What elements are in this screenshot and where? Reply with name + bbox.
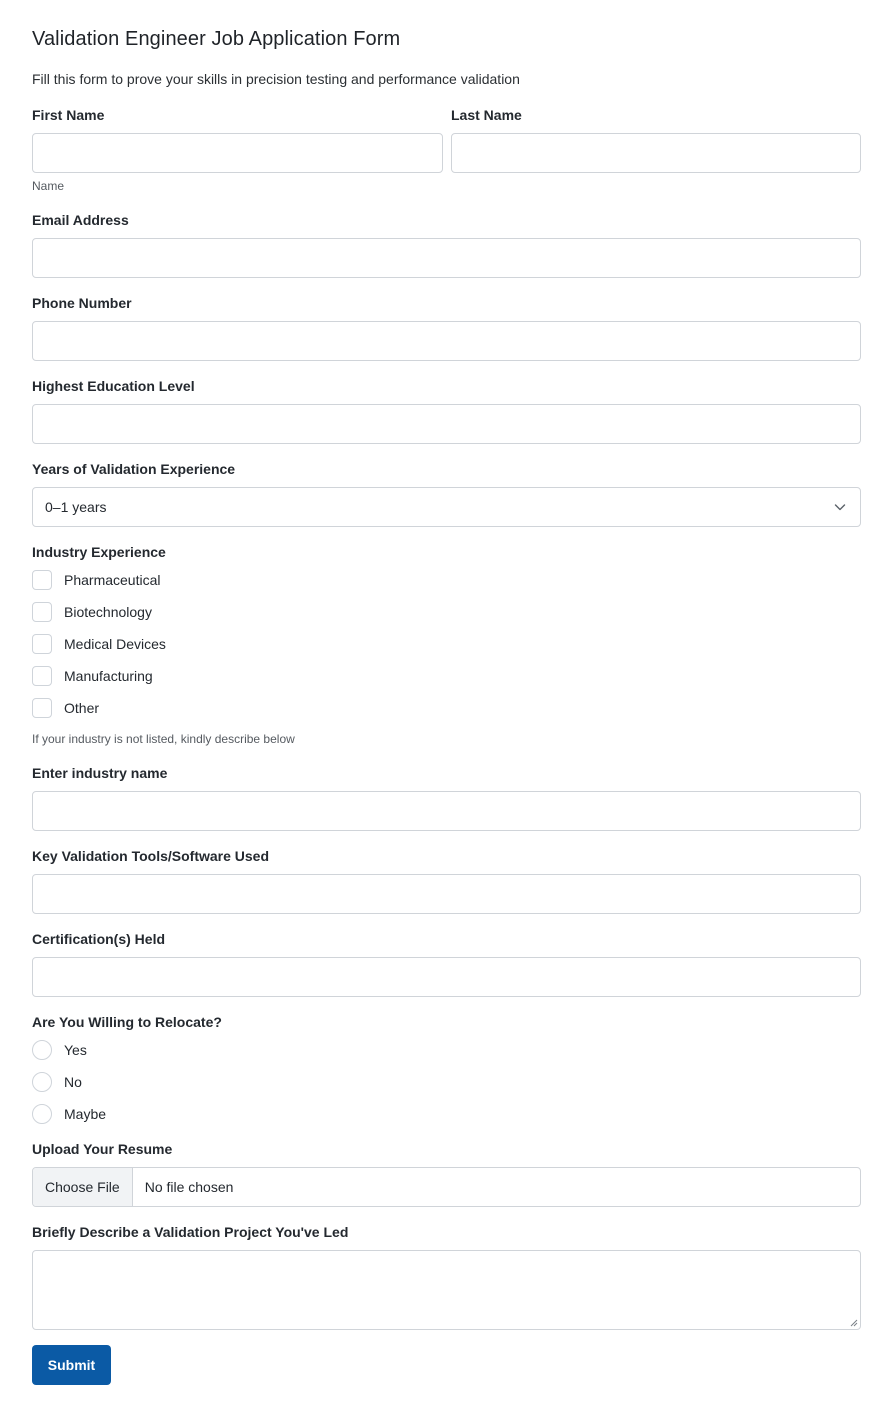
- checkbox[interactable]: [32, 666, 52, 686]
- option-label: Medical Devices: [64, 636, 166, 652]
- resume-file-input[interactable]: [32, 1167, 861, 1207]
- last-name-input[interactable]: [451, 133, 861, 173]
- education-input[interactable]: [32, 404, 861, 444]
- tools-label: Key Validation Tools/Software Used: [32, 848, 270, 864]
- industry-option-other[interactable]: [32, 698, 99, 718]
- choose-file-button[interactable]: Choose File: [33, 1168, 133, 1206]
- industry-option-pharmaceutical[interactable]: [32, 570, 161, 590]
- first-name-input[interactable]: [32, 133, 443, 173]
- option-label: Other: [64, 700, 100, 716]
- email-label: Email Address: [32, 212, 129, 228]
- certifications-label: Certification(s) Held: [32, 931, 166, 947]
- submit-button[interactable]: Submit: [32, 1345, 111, 1385]
- last-name-label: Last Name: [451, 107, 522, 123]
- page-subtitle: Fill this form to prove your skills in precision testing and performance validation: [32, 71, 520, 87]
- option-label: Yes: [64, 1042, 87, 1058]
- relocate-option-maybe[interactable]: [32, 1104, 106, 1124]
- project-label: Briefly Describe a Validation Project You've Led: [32, 1224, 349, 1240]
- checkbox[interactable]: [32, 570, 52, 590]
- industry-option-medical-devices[interactable]: [32, 634, 166, 654]
- industry-option-biotechnology[interactable]: [32, 602, 152, 622]
- resize-grip-icon[interactable]: [849, 1318, 858, 1327]
- industry-option-manufacturing[interactable]: [32, 666, 153, 686]
- relocate-label: Are You Willing to Relocate?: [32, 1014, 222, 1030]
- phone-input[interactable]: [32, 321, 861, 361]
- phone-label: Phone Number: [32, 295, 132, 311]
- relocate-option-no[interactable]: [32, 1072, 82, 1092]
- checkbox[interactable]: [32, 634, 52, 654]
- name-hint: Name: [32, 179, 65, 193]
- file-status: No file chosen: [144, 1179, 234, 1195]
- chevron-down-icon: [834, 501, 846, 513]
- email-input[interactable]: [32, 238, 861, 278]
- option-label: Biotechnology: [64, 604, 152, 620]
- radio-button[interactable]: [32, 1040, 52, 1060]
- industry-hint: If your industry is not listed, kindly describe below: [32, 732, 295, 746]
- industry-name-label: Enter industry name: [32, 765, 168, 781]
- checkbox[interactable]: [32, 698, 52, 718]
- first-name-label: First Name: [32, 107, 105, 123]
- page-title: Validation Engineer Job Application Form: [32, 28, 401, 50]
- tools-input[interactable]: [32, 874, 861, 914]
- relocate-option-yes[interactable]: [32, 1040, 87, 1060]
- experience-selected-value: 0–1 years: [45, 499, 107, 515]
- experience-label: Years of Validation Experience: [32, 461, 236, 477]
- checkbox[interactable]: [32, 602, 52, 622]
- project-textarea[interactable]: [32, 1250, 861, 1330]
- resume-label: Upload Your Resume: [32, 1141, 173, 1157]
- industry-name-input[interactable]: [32, 791, 861, 831]
- radio-button[interactable]: [32, 1072, 52, 1092]
- industry-label: Industry Experience: [32, 544, 166, 560]
- option-label: No: [64, 1074, 82, 1090]
- option-label: Pharmaceutical: [64, 572, 161, 588]
- radio-button[interactable]: [32, 1104, 52, 1124]
- education-label: Highest Education Level: [32, 378, 195, 394]
- option-label: Manufacturing: [64, 668, 153, 684]
- option-label: Maybe: [64, 1106, 107, 1122]
- experience-select[interactable]: [32, 487, 861, 527]
- certifications-input[interactable]: [32, 957, 861, 997]
